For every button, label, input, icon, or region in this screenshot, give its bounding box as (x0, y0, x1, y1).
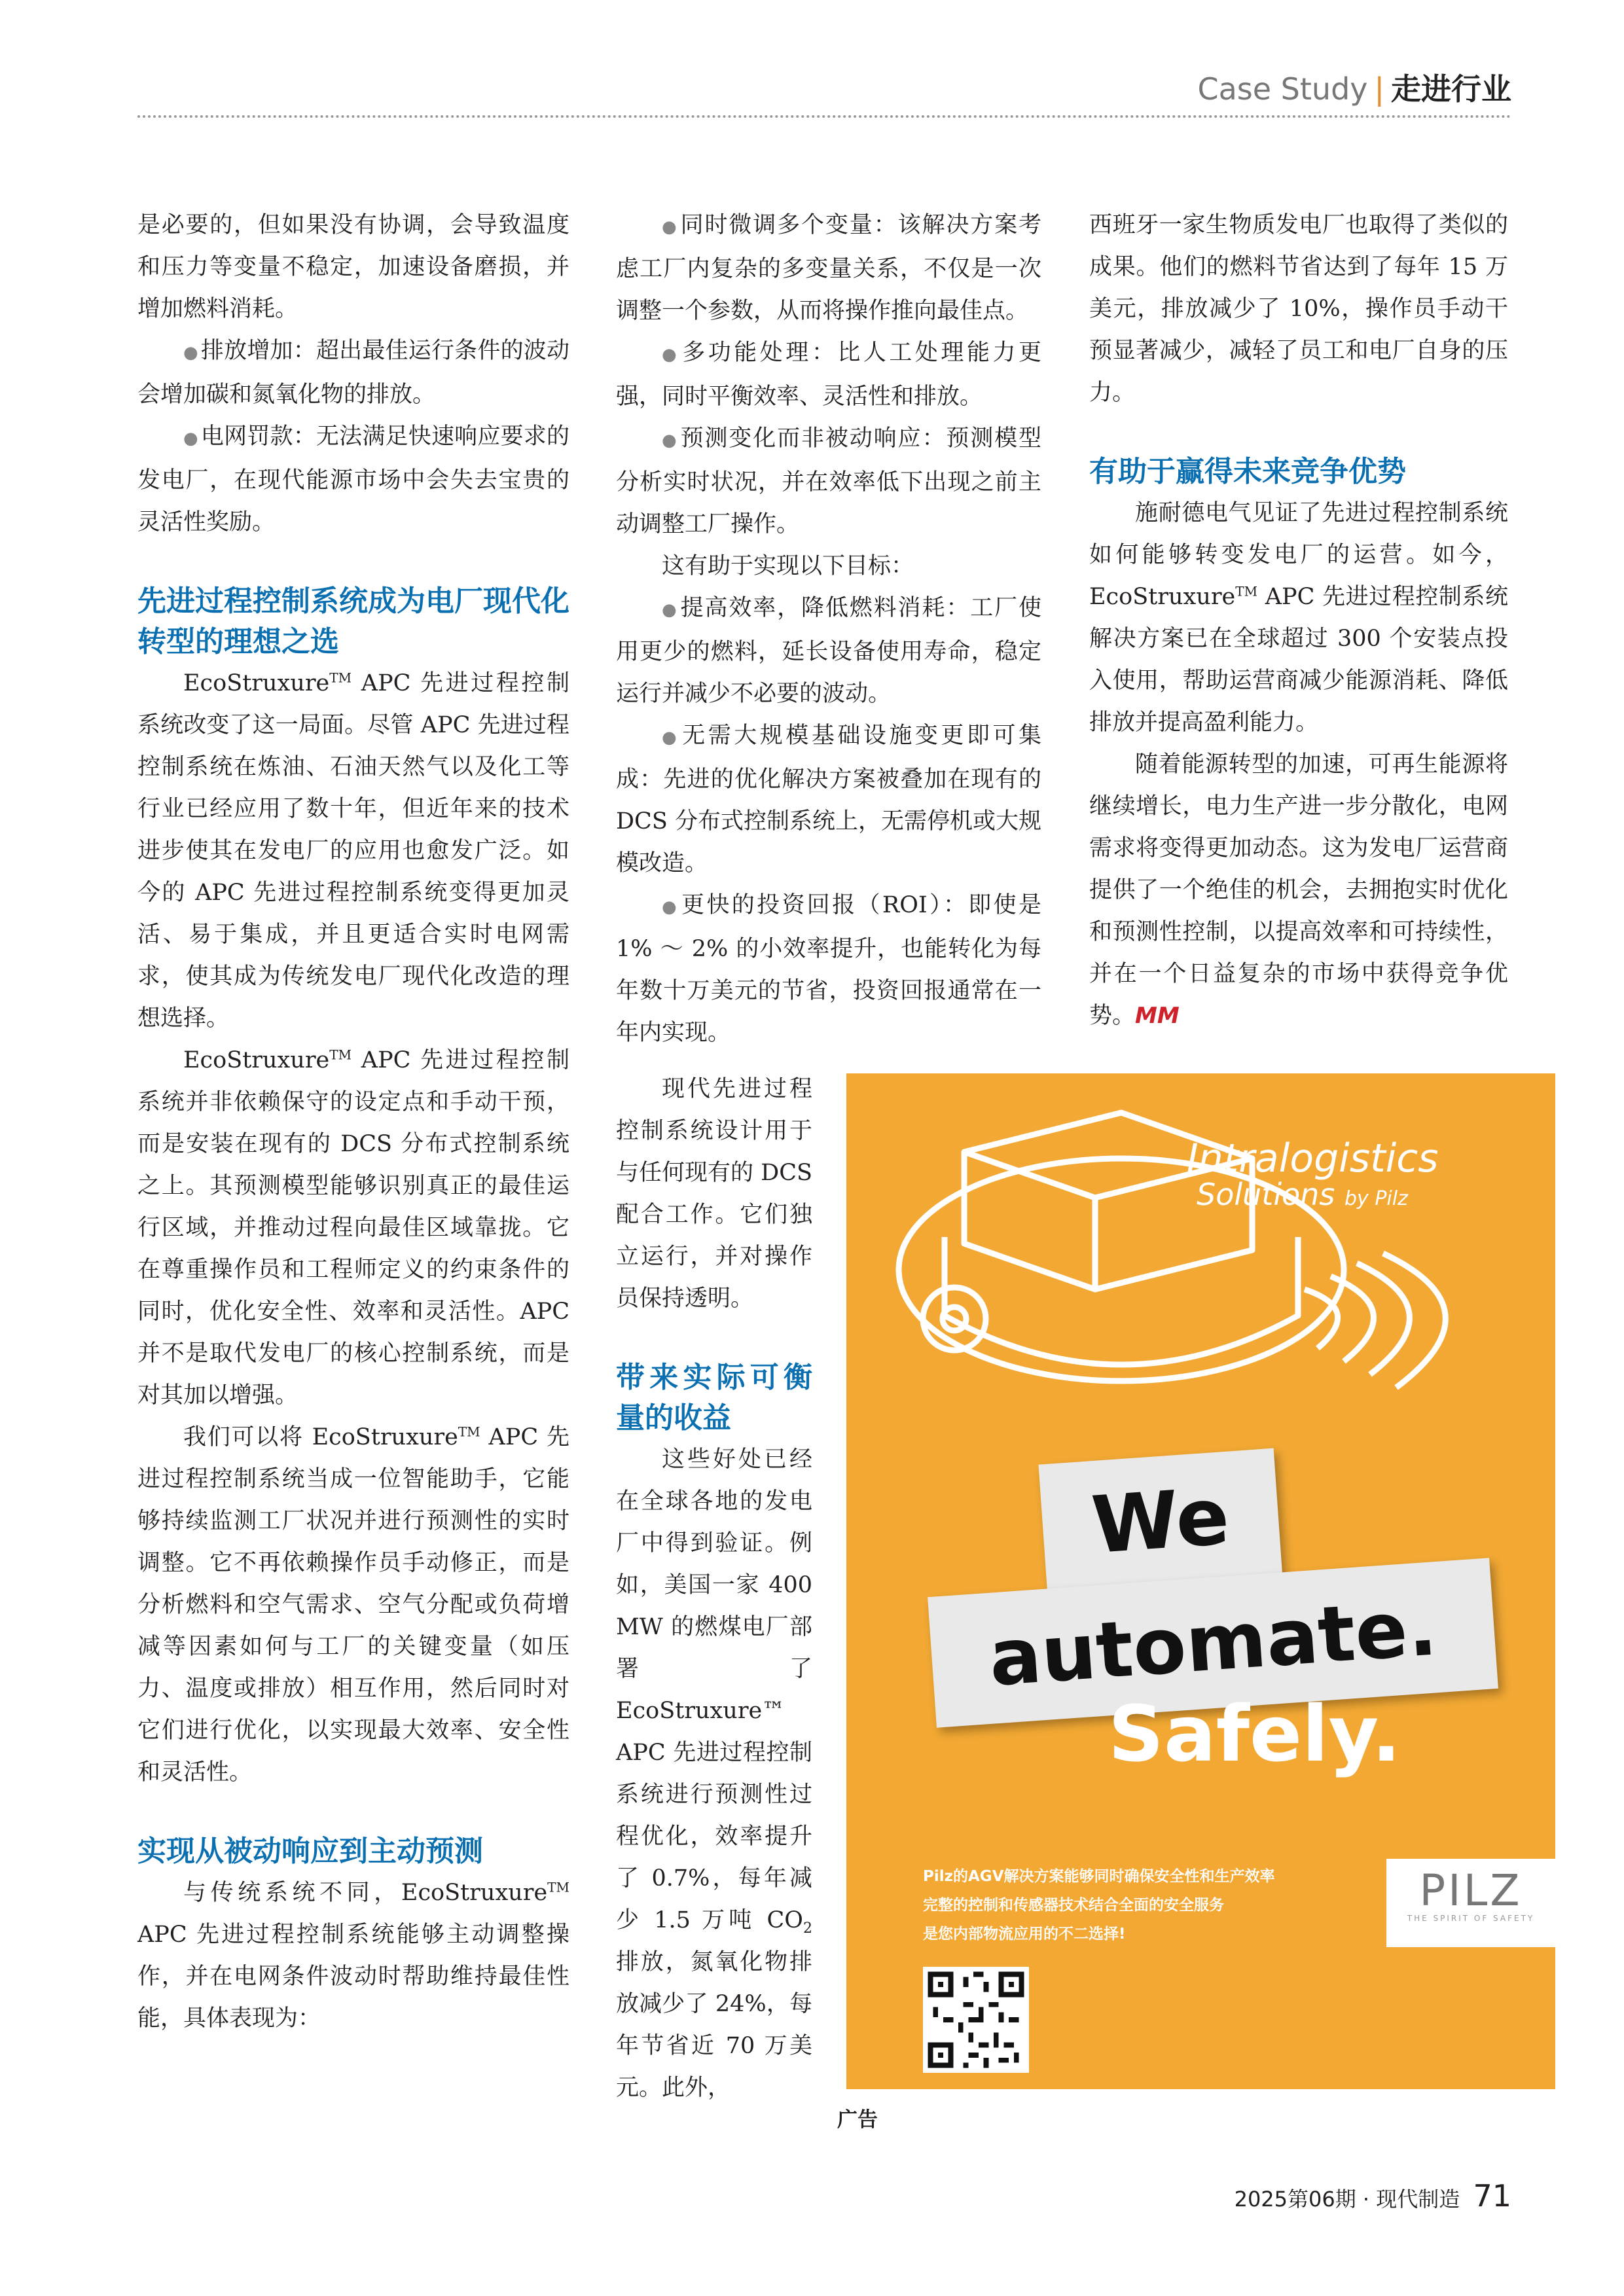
pilz-tagline: THE SPIRIT OF SAFETY (1407, 1914, 1535, 1923)
end-mark: MM (1135, 1003, 1180, 1029)
automate-sign: automate. (928, 1558, 1498, 1728)
section-heading: 带来实际可衡量的收益 (616, 1361, 812, 1435)
ad-title-solutions: Solutions (1197, 1177, 1335, 1212)
paragraph: 现代先进过程控制系统设计用于与任何现有的 DCS 配合工作。它们独立运行，并对操作员保持透明。 (616, 1076, 812, 1312)
brand-name: EcoStruxure (401, 1880, 548, 1906)
bullet-item: ● 更快的投资回报（ROI）：即使是 1% ～ 2% 的小效率提升，也能转化为每年数十万美元的节省，投资回报通常在一年内实现。 (616, 884, 1041, 1054)
paragraph: 西班牙一家生物质发电厂也取得了类似的成果。他们的燃料节省达到了每年 15 万美元，排放减少了 10%，操作员手动干预显著减少，减轻了员工和电厂自身的压力。 (1089, 212, 1508, 406)
paragraph-text: 我们可以将 (183, 1424, 312, 1450)
section-heading: 先进过程控制系统成为电厂现代化转型的理想之选 (137, 584, 569, 658)
section-heading: 实现从被动响应到主动预测 (137, 1835, 483, 1868)
page-footer (1235, 2178, 1511, 2214)
magazine-name: 现代制造 (1376, 2187, 1460, 2212)
footer-separator: · (1362, 2187, 1370, 2212)
bullet-item: ● 无需大规模基础设施变更即可集成：先进的优化解决方案被叠加在现有的 DCS 分布式控制系统上，无需停机或大规模改造。 (616, 715, 1041, 884)
issue-number: 2025第06期 (1234, 2187, 1356, 2212)
we-sign: We (1038, 1448, 1282, 1596)
brand-name: EcoStruxure (312, 1424, 458, 1450)
paragraph (1089, 492, 1508, 744)
running-header (1197, 65, 1511, 109)
pilz-advertisement[interactable] (846, 1073, 1555, 2089)
paragraph-text: 这些好处已经在全球各地的发电厂中得到验证。例如，美国一家 400 MW 的燃煤电厂部署了 EcoStruxure™ APC 先进过程控制系统进行预测性过程优化，效率提升了 0.7%，每年减少 1.5 万吨 CO (616, 1446, 812, 1933)
bullet-item: ● 同时微调多个变量：该解决方案考虑工厂内复杂的多变量关系，不仅是一次调整一个参数，从而将操作推向最佳点。 (616, 204, 1041, 332)
paragraph (137, 1872, 569, 2039)
paragraph: 是必要的，但如果没有协调，会导致温度和压力等变量不稳定，加速设备磨损，并增加燃料消耗。 (137, 212, 569, 322)
safely-text: Safely. (1108, 1689, 1401, 1779)
paragraph-text: 与传统系统不同， (183, 1880, 401, 1906)
ad-copy-line: Pilz的AGV解决方案能够同时确保安全性和生产效率 (923, 1868, 1275, 1885)
paragraph (616, 1439, 812, 2109)
paragraph-text: APC 先进过程控制系统并非依赖保守的设定点和手动干预，而是安装在现有的 DCS 分布式控制系统之上。其预测模型能够识别真正的最佳运行区域，并推动过程向最佳区域靠拢。它在尊重操作员和工程师定义的约束条件的同时，优化安全性、效率和灵活性。APC 并不是取代发电厂的核心控制系统，而是对其加以增强。 (137, 1047, 569, 1408)
section-cn: 走进行业 (1391, 71, 1511, 107)
brand-name: EcoStruxure (183, 1047, 330, 1073)
paragraph (137, 662, 569, 1039)
section-heading: 有助于赢得未来竞争优势 (1089, 455, 1406, 488)
ad-title-line1: Intralogistics (1187, 1136, 1439, 1181)
ad-copy-line: 完整的控制和传感器技术结合全面的安全服务 (923, 1897, 1224, 1914)
paragraph-text: APC 先进过程控制系统当成一位智能助手，它能够持续监测工厂状况并进行预测性的实时调整。它不再依赖操作员手动修正，而是分析燃料和空气需求、空气分配或负荷增减等因素如何与工厂的关键变量（如压力、温度或排放）相互作用，然后同时对它们进行优化，以实现最大效率、安全性和灵活性。 (137, 1424, 569, 1785)
page-number: 71 (1473, 2178, 1511, 2214)
pilz-logo (1386, 1859, 1555, 1947)
brand-name: EcoStruxure (1089, 584, 1236, 610)
header-divider: | (1374, 71, 1384, 107)
paragraph-text: APC 先进过程控制系统能够主动调整操作，并在电网条件波动时帮助维持最佳性能，具体表现为： (137, 1922, 569, 2032)
column-1 (137, 204, 569, 2039)
ad-title-by: by Pilz (1344, 1187, 1408, 1210)
paragraph-text: 随着能源转型的加速，可再生能源将继续增长，电力生产进一步分散化，电网需求将变得更加动态。这为发电厂运营商提供了一个绝佳的机会，去拥抱实时优化和预测性控制，以提高效率和可持续性，并在一个日益复杂的市场中获得竞争优势。 (1089, 751, 1508, 1029)
qr-code-icon[interactable] (923, 1967, 1029, 2073)
column-2 (616, 204, 1041, 1054)
bullet-item: ● 排放增加：超出最佳运行条件的波动会增加碳和氮氧化物的排放。 (137, 330, 569, 416)
paragraph-text: APC 先进过程控制系统解决方案已在全球超过 300 个安装点投入使用，帮助运营商减少能源消耗、降低排放并提高盈利能力。 (1089, 584, 1508, 736)
column-2-narrow (616, 1068, 812, 2109)
paragraph (1089, 744, 1508, 1037)
ad-label: 广告 (837, 2108, 878, 2132)
ad-copy-line: 是您内部物流应用的不二选择! (923, 1926, 1126, 1943)
trademark: TM (547, 1879, 569, 1895)
bullet-item: ● 电网罚款：无法满足快速响应要求的发电厂，在现代能源市场中会失去宝贵的灵活性奖励。 (137, 416, 569, 543)
paragraph-text: 排放，氮氧化物排放减少了 24%，每年节省近 70 万美元。此外， (616, 1949, 812, 2101)
paragraph-text: APC 先进过程控制系统改变了这一局面。尽管 APC 先进过程控制系统在炼油、石油天然气以及化工等行业已经应用了数十年，但近年来的技术进步使其在发电厂的应用也愈发广泛。如今的 APC 先进过程控制系统变得更加灵活、易于集成，并且更适合实时电网需求，使其成为传统发电厂现代化改造的理想选择。 (137, 670, 569, 1031)
column-3 (1089, 204, 1508, 1037)
trademark: TM (329, 670, 352, 686)
subscript: 2 (803, 1920, 812, 1937)
header-rule (137, 115, 1511, 118)
ad-title-line2 (1197, 1177, 1408, 1212)
paragraph (137, 1039, 569, 1416)
paragraph (137, 1416, 569, 1793)
trademark: TM (329, 1047, 352, 1063)
section-en: Case Study (1197, 71, 1368, 107)
brand-name: EcoStruxure (183, 670, 330, 696)
paragraph: 这有助于实现以下目标： (662, 553, 914, 579)
bullet-item: ● 提高效率，降低燃料消耗：工厂使用更少的燃料，延长设备使用寿命，稳定运行并减少不必要的波动。 (616, 587, 1041, 715)
trademark: TM (458, 1424, 480, 1440)
bullet-item: ● 多功能处理：比人工处理能力更强，同时平衡效率、灵活性和排放。 (616, 332, 1041, 418)
bullet-item: ● 预测变化而非被动响应：预测模型分析实时状况，并在效率低下出现之前主动调整工厂操作。 (616, 418, 1041, 545)
paragraph-text: 施耐德电气见证了先进过程控制系统如何能够转变发电厂的运营。如今， (1089, 500, 1508, 568)
ad-copy (923, 1862, 1275, 1948)
trademark: TM (1235, 583, 1258, 600)
pilz-wordmark: PILZ (1419, 1865, 1523, 1916)
